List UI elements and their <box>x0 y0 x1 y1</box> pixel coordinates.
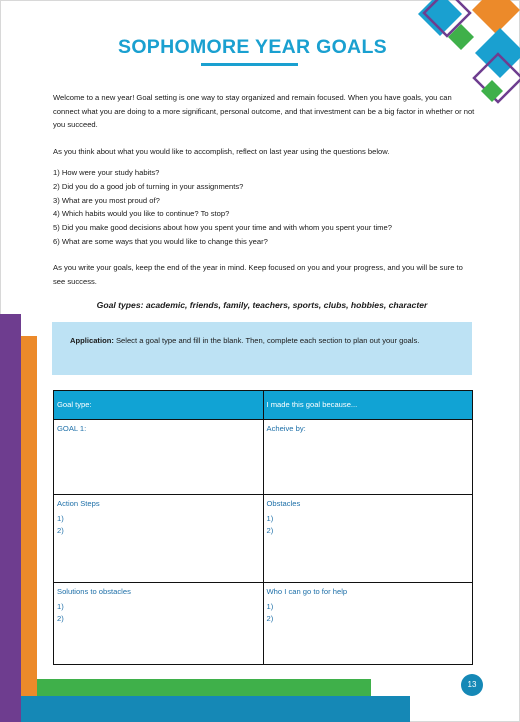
table-row <box>54 420 473 495</box>
question-list <box>53 166 477 249</box>
goals-table <box>53 390 473 665</box>
title-underline <box>201 63 298 66</box>
action-step-1: 1) <box>57 514 64 523</box>
application-box <box>52 322 472 375</box>
obstacle-2: 2) <box>266 526 274 535</box>
intro-paragraph: Welcome to a new year! Goal setting is one way to stay organized and remain focused. When you have goals, you can connect what you are doing to a more significant, personal outcome, and that investment can be a big factor in whether or not you succeed. <box>53 93 475 129</box>
application-text <box>70 334 458 348</box>
deco-purple-bar <box>0 314 21 722</box>
page-number: 13 <box>461 674 483 696</box>
application-instructions: Select a goal type and fill in the blank. Then, complete each section to plan out your goals. <box>113 336 420 345</box>
solution-1: 1) <box>57 602 64 611</box>
solutions-label: Solutions to obstacles <box>57 587 131 596</box>
goal-1-label: GOAL 1: <box>57 424 87 433</box>
help-cell[interactable] <box>263 583 473 665</box>
table-header-row <box>54 391 473 420</box>
obstacles-cell[interactable] <box>263 495 473 583</box>
obstacles-label: Obstacles <box>266 499 301 508</box>
solutions-cell[interactable] <box>54 583 264 665</box>
deco-blue-bar <box>21 696 410 722</box>
help-label: Who I can go to for help <box>266 587 348 596</box>
made-goal-because-header[interactable]: I made this goal because... <box>263 391 473 420</box>
goal-1-cell[interactable] <box>54 420 264 495</box>
goal-types-line: Goal types: academic, friends, family, teachers, sports, clubs, hobbies, character <box>96 300 428 310</box>
question-item: 2) Did you do a good job of turning in your assignments? <box>53 181 244 191</box>
obstacle-1: 1) <box>266 514 274 523</box>
question-item: 1) How were your study habits? <box>53 168 160 177</box>
help-2: 2) <box>266 614 274 623</box>
reflect-paragraph: As you think about what you would like to accomplish, reflect on last year using the questions below. <box>53 147 390 156</box>
action-steps-label: Action Steps <box>57 499 100 508</box>
achieve-by-cell[interactable] <box>263 420 473 495</box>
question-item: 5) Did you make good decisions about how you spent your time and with whom you spent your time? <box>53 223 392 233</box>
question-item: 6) What are some ways that you would like to change this year? <box>53 236 268 246</box>
deco-orange-diamond <box>472 0 520 34</box>
solution-2: 2) <box>57 614 64 623</box>
achieve-by-label: Acheive by: <box>266 424 306 433</box>
help-1: 1) <box>266 602 274 611</box>
action-step-2: 2) <box>57 526 64 535</box>
goal-type-header[interactable]: Goal type: <box>54 391 264 420</box>
table-row <box>54 495 473 583</box>
application-label: Application: <box>70 336 114 345</box>
table-row <box>54 583 473 665</box>
deco-orange-bar <box>21 336 37 722</box>
page-title: SOPHOMORE YEAR GOALS <box>118 36 387 58</box>
deco-green-bar <box>37 679 371 696</box>
action-steps-cell[interactable] <box>54 495 264 583</box>
question-item: 4) Which habits would you like to continue? To stop? <box>53 209 230 219</box>
closing-paragraph: As you write your goals, keep the end of the year in mind. Keep focused on you and your progress, and you will be sure to see success. <box>53 263 463 286</box>
question-item: 3) What are you most proud of? <box>53 195 160 205</box>
